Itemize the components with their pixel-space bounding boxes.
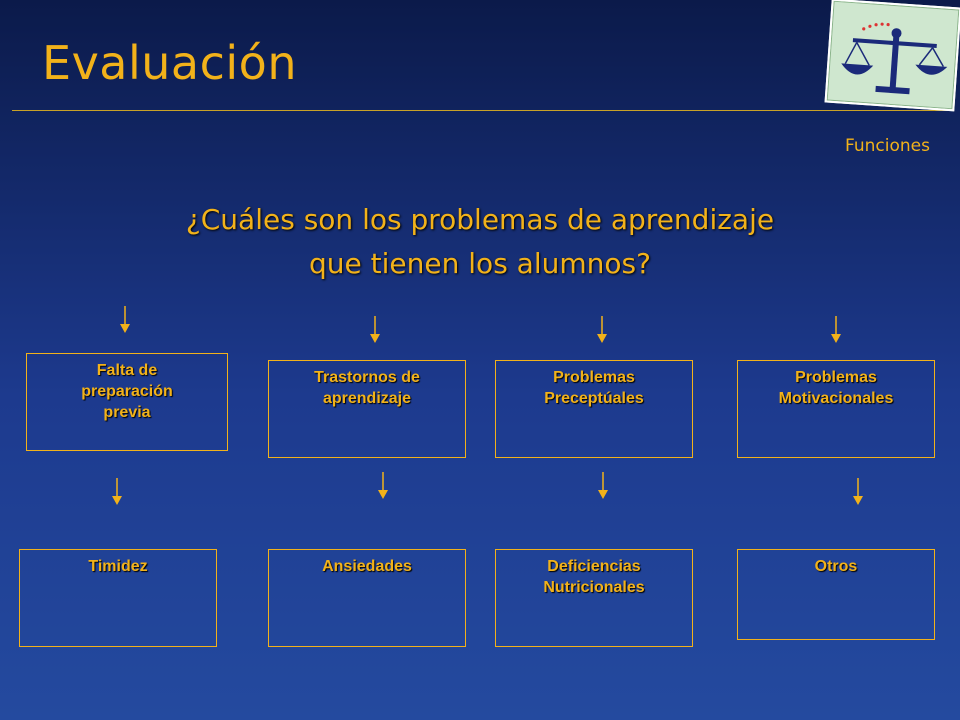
box-line: Trastornos de: [314, 369, 420, 386]
down-arrow-icon: [597, 316, 607, 344]
question-line-1: ¿Cuáles son los problemas de aprendizaje: [185, 203, 775, 236]
box-problemas-preceptuales: [495, 360, 693, 458]
box-line: Motivacionales: [778, 390, 894, 407]
down-arrow-icon: [370, 316, 380, 344]
down-arrow-icon: [120, 306, 130, 334]
box-timidez: [19, 549, 217, 647]
down-arrow-icon: [853, 478, 863, 506]
title-divider: [12, 110, 952, 111]
box-falta-de-preparacion: [26, 353, 228, 451]
box-line: preparación: [81, 383, 173, 400]
box-problemas-motivacionales: [737, 360, 935, 458]
box-line: Falta de: [96, 362, 158, 379]
down-arrow-icon: [831, 316, 841, 344]
box-otros: [737, 549, 935, 640]
box-line: Ansiedades: [322, 558, 412, 575]
down-arrow-icon: [378, 472, 388, 500]
main-question: [0, 198, 960, 286]
box-line: Problemas: [795, 369, 877, 386]
box-deficiencias-nutricionales: [495, 549, 693, 647]
scales-of-justice-icon: [825, 0, 960, 111]
box-ansiedades: [268, 549, 466, 647]
box-line: Preceptúales: [544, 390, 644, 407]
box-line: Deficiencias: [547, 558, 641, 575]
box-trastornos-de-aprendizaje: [268, 360, 466, 458]
box-line: Timidez: [88, 558, 148, 575]
funciones-link[interactable]: Funciones: [845, 136, 930, 156]
box-line: aprendizaje: [322, 390, 412, 407]
down-arrow-icon: [112, 478, 122, 506]
box-line: Otros: [814, 558, 858, 575]
box-line: Problemas: [553, 369, 635, 386]
slide-title: Evaluación: [42, 36, 297, 90]
box-line: previa: [103, 404, 151, 421]
box-line: Nutricionales: [543, 579, 645, 596]
down-arrow-icon: [598, 472, 608, 500]
question-line-2: que tienen los alumnos?: [309, 247, 651, 280]
